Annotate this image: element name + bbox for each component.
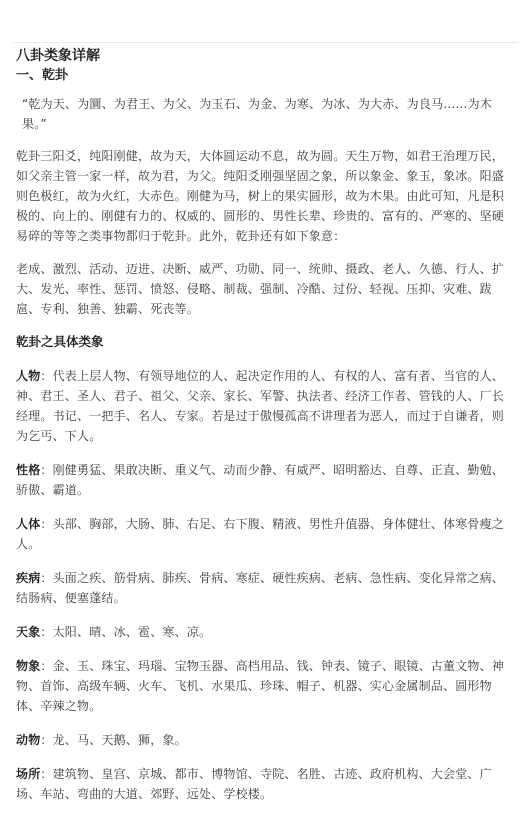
category-places [16, 764, 516, 804]
section-subtitle: 一、乾卦 [16, 68, 69, 83]
category-label: 动物 [16, 733, 41, 747]
category-label: 性格 [16, 463, 41, 477]
top-divider [14, 42, 518, 43]
category-text: ：刚健勇猛、果敢决断、重义气、动而少静、有威严、昭明豁达、自尊、正直、勤勉、骄傲、霸道。 [16, 463, 505, 497]
category-text: ：头面之疾、筋骨病、肺疾、骨病、寒症、硬性疾病、老病、急性病、变化异常之病、结肠病、便塞蓬结。 [16, 571, 505, 605]
category-label: 人体 [16, 517, 41, 531]
category-label: 物象 [16, 659, 41, 673]
category-body [16, 514, 516, 554]
category-animals [16, 730, 516, 750]
intro-paragraph: 乾卦三阳爻，纯阳刚健，故为天，大体圆运动不息，故为圆。天生万物，如君王治理万民，如父亲主管一家一样，故为君，为父。纯阳爻刚强坚固之象，所以象金、象玉，象冰。阳盛则色极红，故为火红，大赤色。刚健为马，树上的果实圆形，故为木果。由此可知，凡是积极的、向上的、刚健有力的、权威的、圆形的、男性长辈、珍贵的、富有的、严寒的、坚硬易碎的等等之类事物都归于乾卦。此外，乾卦还有如下象意： [16, 149, 505, 243]
category-text: ：金、玉、珠宝、玛瑙、宝物玉器、高档用品、钱、钟表、镜子、眼镜、古董文物、神物、首饰、高级车辆、火车、飞机、水果瓜、珍珠、帽子、机器、实心金属制品、圆形物体、辛辣之物。 [16, 659, 505, 713]
category-character [16, 460, 516, 500]
extra-meanings-paragraph: 老成、激烈、活动、迈进、决断、威严、功勋、同一、统帅、摄政、老人、久德、行人、扩大、发光、率性、惩罚、愤怒、侵略、制裁、强制、冷酷、过份、轻视、压抑、灾难、跋扈、专利、独善、独霸、死丧等。 [16, 262, 505, 316]
category-text: ：头部、胸部，大肠、肺、右足、右下腹、精液、男性升值器、身体健壮、体寒骨瘦之人。 [16, 517, 505, 551]
article-content [16, 46, 516, 818]
category-disease [16, 568, 516, 608]
category-text: ：代表上层人物、有领导地位的人、起决定作用的人、有权的人、富有者、当官的人、神、君王、圣人、君子、祖父、父亲、家长、军警、执法者、经济工作者、管钱的人、厂长经理。书记、一把手、名人、专家。若是过于傲慢孤高不讲理者为恶人，而过于自谦者，则为乞丐、下人。 [16, 369, 505, 443]
section-heading: 乾卦之具体类象 [16, 334, 104, 349]
category-text: ：建筑物、皇宫、京城、都市、博物馆、寺院、名胜、古迹、政府机构、大会堂、广场、车站、弯曲的大道、郊野、远处、学校楼。 [16, 767, 492, 801]
category-objects [16, 656, 516, 716]
category-label: 人物 [16, 369, 41, 383]
quote-paragraph: “乾为天、为圜、为君王、为父、为玉石、为金、为寒、为冰、为大赤、为良马……为木果。” [22, 97, 493, 131]
category-text: ：太阳、晴、冰、雹、寒、凉。 [40, 625, 212, 639]
category-weather [16, 622, 516, 642]
category-text: ：龙、马、天鹅、狮，象。 [40, 733, 187, 747]
article-title: 八卦类象详解 [16, 48, 100, 64]
category-label: 天象 [16, 625, 41, 639]
category-label: 疾病 [16, 571, 41, 585]
category-people [16, 366, 516, 446]
category-label: 场所 [16, 767, 41, 781]
